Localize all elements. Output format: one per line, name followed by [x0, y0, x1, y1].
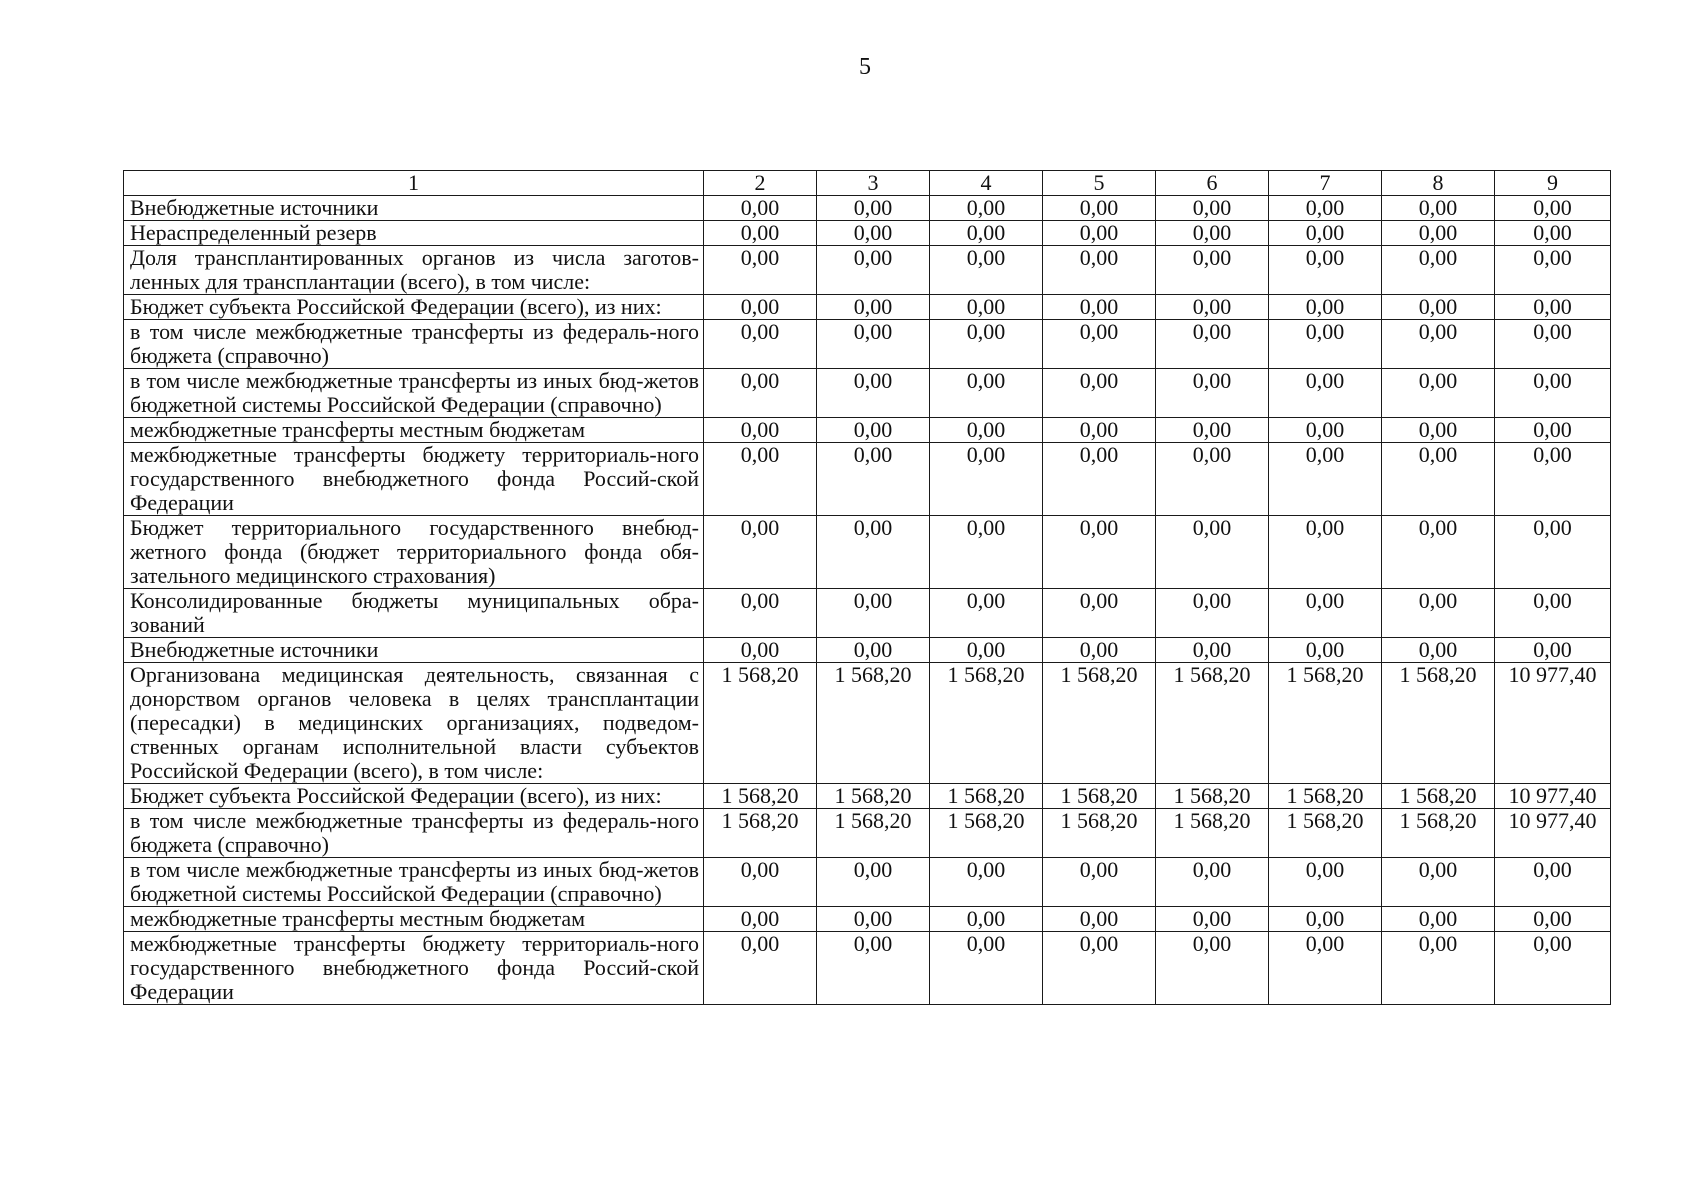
value-cell-col-5: 0,00	[1043, 246, 1156, 295]
value-cell-col-5: 0,00	[1043, 221, 1156, 246]
value-cell-col-7: 0,00	[1269, 196, 1382, 221]
header-cell-6: 6	[1156, 171, 1269, 196]
value-cell-col-5: 0,00	[1043, 418, 1156, 443]
value-cell-col-9: 10 977,40	[1495, 809, 1611, 858]
value-cell-col-3: 0,00	[817, 320, 930, 369]
row-label: в том числе межбюджетные трансферты из федераль-ного бюджета (справочно)	[124, 809, 704, 858]
value-cell-col-8: 0,00	[1382, 369, 1495, 418]
table-row	[124, 516, 1611, 589]
value-cell-col-3: 0,00	[817, 221, 930, 246]
value-cell-col-5: 0,00	[1043, 196, 1156, 221]
row-label: межбюджетные трансферты местным бюджетам	[124, 418, 704, 443]
header-cell-4: 4	[930, 171, 1043, 196]
value-cell-col-5: 0,00	[1043, 932, 1156, 1005]
value-cell-col-7: 0,00	[1269, 443, 1382, 516]
value-cell-col-7: 1 568,20	[1269, 809, 1382, 858]
value-cell-col-9: 0,00	[1495, 858, 1611, 907]
value-cell-col-6: 0,00	[1156, 196, 1269, 221]
row-label: в том числе межбюджетные трансферты из федераль-ного бюджета (справочно)	[124, 320, 704, 369]
value-cell-col-9: 0,00	[1495, 369, 1611, 418]
value-cell-col-7: 0,00	[1269, 221, 1382, 246]
value-cell-col-2: 0,00	[704, 221, 817, 246]
value-cell-col-6: 0,00	[1156, 589, 1269, 638]
value-cell-col-2: 0,00	[704, 295, 817, 320]
value-cell-col-9: 0,00	[1495, 320, 1611, 369]
value-cell-col-8: 0,00	[1382, 932, 1495, 1005]
value-cell-col-6: 1 568,20	[1156, 663, 1269, 784]
table-row	[124, 907, 1611, 932]
value-cell-col-4: 0,00	[930, 932, 1043, 1005]
value-cell-col-4: 0,00	[930, 907, 1043, 932]
table-row	[124, 784, 1611, 809]
value-cell-col-9: 0,00	[1495, 221, 1611, 246]
value-cell-col-6: 0,00	[1156, 221, 1269, 246]
value-cell-col-5: 0,00	[1043, 907, 1156, 932]
value-cell-col-2: 0,00	[704, 907, 817, 932]
value-cell-col-3: 1 568,20	[817, 809, 930, 858]
value-cell-col-2: 0,00	[704, 320, 817, 369]
table-row	[124, 932, 1611, 1005]
value-cell-col-4: 0,00	[930, 858, 1043, 907]
value-cell-col-4: 0,00	[930, 196, 1043, 221]
value-cell-col-7: 0,00	[1269, 418, 1382, 443]
row-label: Внебюджетные источники	[124, 196, 704, 221]
value-cell-col-5: 1 568,20	[1043, 663, 1156, 784]
value-cell-col-2: 1 568,20	[704, 809, 817, 858]
value-cell-col-6: 1 568,20	[1156, 784, 1269, 809]
value-cell-col-5: 0,00	[1043, 638, 1156, 663]
value-cell-col-2: 0,00	[704, 858, 817, 907]
value-cell-col-9: 0,00	[1495, 418, 1611, 443]
table-row	[124, 320, 1611, 369]
value-cell-col-8: 0,00	[1382, 907, 1495, 932]
value-cell-col-9: 0,00	[1495, 589, 1611, 638]
value-cell-col-9: 0,00	[1495, 443, 1611, 516]
value-cell-col-2: 0,00	[704, 589, 817, 638]
value-cell-col-4: 0,00	[930, 638, 1043, 663]
table-row	[124, 196, 1611, 221]
table-row	[124, 663, 1611, 784]
value-cell-col-8: 1 568,20	[1382, 663, 1495, 784]
value-cell-col-5: 0,00	[1043, 516, 1156, 589]
value-cell-col-7: 0,00	[1269, 907, 1382, 932]
table-row	[124, 418, 1611, 443]
value-cell-col-4: 1 568,20	[930, 784, 1043, 809]
row-label: в том числе межбюджетные трансферты из иных бюд-жетов бюджетной системы Российской Федерации (справочно)	[124, 858, 704, 907]
value-cell-col-3: 0,00	[817, 196, 930, 221]
value-cell-col-2: 0,00	[704, 932, 817, 1005]
value-cell-col-9: 0,00	[1495, 516, 1611, 589]
row-label: Бюджет территориального государственного внебюд-жетного фонда (бюджет территориального фонда обя-зательного медицинского страхования)	[124, 516, 704, 589]
value-cell-col-4: 0,00	[930, 320, 1043, 369]
value-cell-col-4: 0,00	[930, 295, 1043, 320]
value-cell-col-4: 0,00	[930, 443, 1043, 516]
value-cell-col-4: 1 568,20	[930, 663, 1043, 784]
value-cell-col-4: 0,00	[930, 589, 1043, 638]
value-cell-col-6: 0,00	[1156, 246, 1269, 295]
value-cell-col-2: 0,00	[704, 418, 817, 443]
value-cell-col-8: 1 568,20	[1382, 809, 1495, 858]
value-cell-col-5: 1 568,20	[1043, 784, 1156, 809]
value-cell-col-5: 0,00	[1043, 858, 1156, 907]
value-cell-col-7: 0,00	[1269, 246, 1382, 295]
header-cell-3: 3	[817, 171, 930, 196]
row-label: в том числе межбюджетные трансферты из иных бюд-жетов бюджетной системы Российской Федерации (справочно)	[124, 369, 704, 418]
row-label: Внебюджетные источники	[124, 638, 704, 663]
table-row	[124, 809, 1611, 858]
value-cell-col-8: 0,00	[1382, 589, 1495, 638]
value-cell-col-2: 1 568,20	[704, 784, 817, 809]
value-cell-col-3: 0,00	[817, 418, 930, 443]
value-cell-col-7: 0,00	[1269, 516, 1382, 589]
value-cell-col-3: 0,00	[817, 369, 930, 418]
header-row	[124, 171, 1611, 196]
value-cell-col-6: 0,00	[1156, 907, 1269, 932]
value-cell-col-3: 0,00	[817, 295, 930, 320]
value-cell-col-5: 0,00	[1043, 320, 1156, 369]
value-cell-col-6: 0,00	[1156, 369, 1269, 418]
value-cell-col-9: 0,00	[1495, 907, 1611, 932]
value-cell-col-7: 0,00	[1269, 638, 1382, 663]
value-cell-col-9: 0,00	[1495, 196, 1611, 221]
value-cell-col-7: 0,00	[1269, 932, 1382, 1005]
budget-table	[123, 170, 1611, 1005]
table-row	[124, 295, 1611, 320]
value-cell-col-4: 0,00	[930, 369, 1043, 418]
value-cell-col-4: 0,00	[930, 516, 1043, 589]
row-label: Организована медицинская деятельность, связанная с донорством органов человека в целях трансплантации (пересадки) в медицинских организациях, подведом-ственных органам исполнительной власти субъектов Российской Федерации (всего), в том числе:	[124, 663, 704, 784]
value-cell-col-6: 0,00	[1156, 516, 1269, 589]
value-cell-col-9: 0,00	[1495, 638, 1611, 663]
table-body	[124, 196, 1611, 1005]
value-cell-col-8: 0,00	[1382, 443, 1495, 516]
value-cell-col-8: 0,00	[1382, 516, 1495, 589]
header-cell-1: 1	[124, 171, 704, 196]
table-row	[124, 858, 1611, 907]
value-cell-col-4: 0,00	[930, 246, 1043, 295]
value-cell-col-3: 1 568,20	[817, 784, 930, 809]
value-cell-col-2: 0,00	[704, 196, 817, 221]
page-number: 5	[859, 54, 871, 80]
value-cell-col-7: 1 568,20	[1269, 784, 1382, 809]
value-cell-col-5: 0,00	[1043, 589, 1156, 638]
row-label: межбюджетные трансферты бюджету территориаль-ного государственного внебюджетного фонда Россий-ской Федерации	[124, 443, 704, 516]
row-label: Бюджет субъекта Российской Федерации (всего), из них:	[124, 295, 704, 320]
value-cell-col-7: 0,00	[1269, 320, 1382, 369]
value-cell-col-8: 0,00	[1382, 638, 1495, 663]
value-cell-col-5: 0,00	[1043, 295, 1156, 320]
value-cell-col-5: 0,00	[1043, 443, 1156, 516]
value-cell-col-6: 0,00	[1156, 443, 1269, 516]
value-cell-col-8: 0,00	[1382, 295, 1495, 320]
value-cell-col-3: 0,00	[817, 516, 930, 589]
value-cell-col-8: 0,00	[1382, 196, 1495, 221]
value-cell-col-6: 0,00	[1156, 932, 1269, 1005]
row-label: Бюджет субъекта Российской Федерации (всего), из них:	[124, 784, 704, 809]
value-cell-col-8: 0,00	[1382, 418, 1495, 443]
value-cell-col-7: 0,00	[1269, 369, 1382, 418]
value-cell-col-3: 0,00	[817, 443, 930, 516]
value-cell-col-2: 0,00	[704, 516, 817, 589]
value-cell-col-2: 0,00	[704, 638, 817, 663]
value-cell-col-9: 10 977,40	[1495, 784, 1611, 809]
value-cell-col-9: 0,00	[1495, 932, 1611, 1005]
value-cell-col-4: 1 568,20	[930, 809, 1043, 858]
table-row	[124, 638, 1611, 663]
value-cell-col-3: 0,00	[817, 589, 930, 638]
value-cell-col-7: 1 568,20	[1269, 663, 1382, 784]
header-cell-7: 7	[1269, 171, 1382, 196]
value-cell-col-6: 0,00	[1156, 858, 1269, 907]
value-cell-col-5: 0,00	[1043, 369, 1156, 418]
header-cell-2: 2	[704, 171, 817, 196]
value-cell-col-3: 0,00	[817, 907, 930, 932]
value-cell-col-2: 0,00	[704, 443, 817, 516]
table-row	[124, 369, 1611, 418]
value-cell-col-8: 0,00	[1382, 858, 1495, 907]
value-cell-col-3: 0,00	[817, 932, 930, 1005]
row-label: межбюджетные трансферты местным бюджетам	[124, 907, 704, 932]
header-cell-9: 9	[1495, 171, 1611, 196]
value-cell-col-7: 0,00	[1269, 589, 1382, 638]
table-row	[124, 246, 1611, 295]
value-cell-col-2: 1 568,20	[704, 663, 817, 784]
value-cell-col-9: 0,00	[1495, 295, 1611, 320]
table-row	[124, 221, 1611, 246]
row-label: межбюджетные трансферты бюджету территориаль-ного государственного внебюджетного фонда Россий-ской Федерации	[124, 932, 704, 1005]
value-cell-col-6: 0,00	[1156, 320, 1269, 369]
value-cell-col-8: 0,00	[1382, 246, 1495, 295]
value-cell-col-5: 1 568,20	[1043, 809, 1156, 858]
value-cell-col-6: 0,00	[1156, 295, 1269, 320]
value-cell-col-2: 0,00	[704, 369, 817, 418]
value-cell-col-3: 1 568,20	[817, 663, 930, 784]
row-label: Нераспределенный резерв	[124, 221, 704, 246]
table-row	[124, 443, 1611, 516]
header-cell-8: 8	[1382, 171, 1495, 196]
value-cell-col-9: 0,00	[1495, 246, 1611, 295]
value-cell-col-8: 0,00	[1382, 221, 1495, 246]
value-cell-col-8: 1 568,20	[1382, 784, 1495, 809]
value-cell-col-6: 1 568,20	[1156, 809, 1269, 858]
value-cell-col-3: 0,00	[817, 246, 930, 295]
table-row	[124, 589, 1611, 638]
row-label: Консолидированные бюджеты муниципальных обра-зований	[124, 589, 704, 638]
value-cell-col-7: 0,00	[1269, 858, 1382, 907]
value-cell-col-2: 0,00	[704, 246, 817, 295]
value-cell-col-9: 10 977,40	[1495, 663, 1611, 784]
value-cell-col-8: 0,00	[1382, 320, 1495, 369]
value-cell-col-6: 0,00	[1156, 418, 1269, 443]
value-cell-col-4: 0,00	[930, 221, 1043, 246]
value-cell-col-3: 0,00	[817, 858, 930, 907]
value-cell-col-4: 0,00	[930, 418, 1043, 443]
row-label: Доля трансплантированных органов из числа заготов-ленных для трансплантации (всего), в том числе:	[124, 246, 704, 295]
value-cell-col-3: 0,00	[817, 638, 930, 663]
value-cell-col-7: 0,00	[1269, 295, 1382, 320]
value-cell-col-6: 0,00	[1156, 638, 1269, 663]
header-cell-5: 5	[1043, 171, 1156, 196]
